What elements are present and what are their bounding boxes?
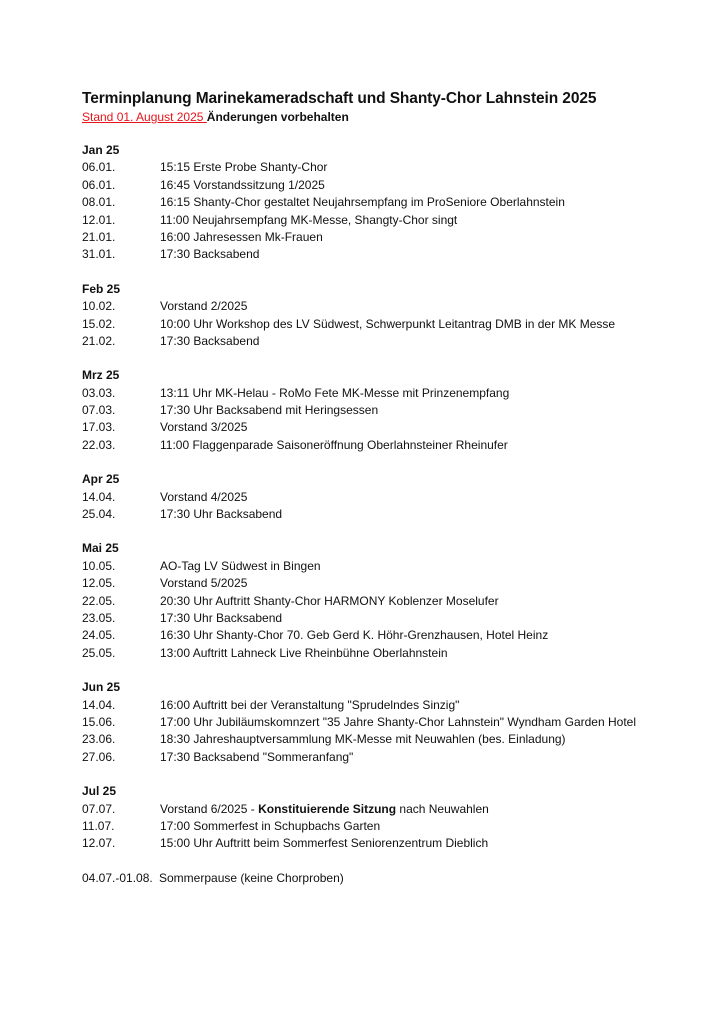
event-description: 16:30 Uhr Shanty-Chor 70. Geb Gerd K. Höhr-Grenzhausen, Hotel Heinz — [160, 628, 549, 643]
event-description: 17:30 Backsabend — [160, 333, 260, 348]
document-page — [82, 89, 682, 887]
event-row — [82, 194, 682, 211]
event-description: 13:00 Auftritt Lahneck Live Rheinbühne Oberlahnstein — [160, 645, 448, 660]
month-heading: Mai 25 — [82, 541, 119, 556]
event-row — [82, 835, 682, 852]
event-description-part: Vorstand 6/2025 - — [160, 801, 259, 816]
month-heading: Mrz 25 — [82, 368, 120, 383]
event-description — [160, 801, 682, 818]
event-description: 10:00 Uhr Workshop des LV Südwest, Schwerpunkt Leitantrag DMB in der MK Messe — [160, 316, 616, 331]
event-date: 25.04. — [82, 507, 116, 522]
event-row — [82, 159, 682, 176]
event-description: Vorstand 4/2025 — [160, 489, 248, 504]
event-date: 14.04. — [82, 489, 116, 504]
event-row — [82, 610, 682, 627]
event-date: 12.07. — [82, 836, 116, 851]
event-row — [82, 229, 682, 246]
event-row — [82, 593, 682, 610]
event-date: 10.05. — [82, 558, 116, 573]
event-row — [82, 419, 682, 436]
event-date: 12.05. — [82, 576, 116, 591]
event-date: 15.02. — [82, 316, 116, 331]
event-date: 21.02. — [82, 333, 116, 348]
event-description: 16:45 Vorstandssitzung 1/2025 — [160, 177, 325, 192]
event-row — [82, 333, 682, 350]
event-date: 31.01. — [82, 247, 116, 262]
event-row — [82, 177, 682, 194]
event-description: Vorstand 3/2025 — [160, 420, 248, 435]
event-row — [82, 575, 682, 592]
event-description: 17:30 Backsabend "Sommeranfang" — [160, 749, 354, 764]
event-description-part: nach Neuwahlen — [396, 801, 489, 816]
month-section — [82, 783, 682, 853]
month-heading: Feb 25 — [82, 281, 121, 296]
event-description-bold: Konstituierende Sitzung — [258, 801, 397, 816]
event-description: 20:30 Uhr Auftritt Shanty-Chor HARMONY Koblenzer Moselufer — [160, 593, 499, 608]
event-row — [82, 402, 682, 419]
event-row — [82, 506, 682, 523]
event-description: Vorstand 2/2025 — [160, 299, 248, 314]
event-description: 18:30 Jahreshauptversammlung MK-Messe mit Neuwahlen (bes. Einladung) — [160, 732, 566, 747]
event-date: 06.01. — [82, 177, 116, 192]
pause-date: 04.07.-01.08. — [82, 870, 153, 885]
event-description: 11:00 Neujahrsempfang MK-Messe, Shangty-Chor singt — [160, 212, 458, 227]
event-date: 23.05. — [82, 610, 116, 625]
event-description: Vorstand 5/2025 — [160, 576, 248, 591]
event-row — [82, 801, 682, 818]
event-date: 22.03. — [82, 437, 116, 452]
event-description: 17:30 Uhr Backsabend — [160, 507, 283, 522]
event-description: 11:00 Flaggenparade Saisoneröffnung Oberlahnsteiner Rheinufer — [160, 437, 508, 452]
event-description: 13:11 Uhr MK-Helau - RoMo Fete MK-Messe mit Prinzenempfang — [160, 385, 510, 400]
event-row — [82, 246, 682, 263]
event-date: 07.07. — [82, 801, 116, 816]
event-row — [82, 697, 682, 714]
month-heading: Apr 25 — [82, 472, 120, 487]
event-date: 06.01. — [82, 160, 116, 175]
event-description: 17:30 Backsabend — [160, 247, 260, 262]
event-description: 17:00 Uhr Jubiläumskomnzert "35 Jahre Shanty-Chor Lahnstein" Wyndham Garden Hotel — [160, 714, 636, 729]
pause-text: Sommerpause (keine Chorproben) — [159, 870, 344, 885]
event-description: 17:30 Uhr Backsabend — [160, 610, 283, 625]
event-row — [82, 645, 682, 662]
event-row — [82, 749, 682, 766]
event-description: 17:30 Uhr Backsabend mit Heringsessen — [160, 403, 379, 418]
event-date: 27.06. — [82, 749, 116, 764]
event-date: 07.03. — [82, 403, 116, 418]
event-date: 03.03. — [82, 385, 116, 400]
event-description: 16:00 Jahresessen Mk-Frauen — [160, 229, 323, 244]
event-date: 22.05. — [82, 593, 116, 608]
event-date: 24.05. — [82, 628, 116, 643]
document-title: Terminplanung Marinekameradschaft und Shanty-Chor Lahnstein 2025 — [82, 90, 597, 107]
event-date: 11.07. — [82, 818, 115, 833]
event-description: 17:00 Sommerfest in Schupbachs Garten — [160, 818, 381, 833]
month-section — [82, 471, 682, 523]
event-row — [82, 818, 682, 835]
schedule — [82, 142, 682, 853]
month-heading: Jan 25 — [82, 143, 120, 157]
event-row — [82, 316, 682, 333]
document-subtitle — [82, 109, 682, 125]
month-section — [82, 142, 682, 264]
event-description: AO-Tag LV Südwest in Bingen — [160, 558, 321, 573]
event-date: 17.03. — [82, 420, 116, 435]
event-row — [82, 489, 682, 506]
event-description: 16:00 Auftritt bei der Veranstaltung "Sprudelndes Sinzig" — [160, 697, 460, 712]
event-date: 23.06. — [82, 732, 116, 747]
changes-reserved-note: Änderungen vorbehalten — [206, 110, 349, 124]
event-row — [82, 212, 682, 229]
stand-date: Stand 01. August 2025 — [82, 110, 207, 124]
event-date: 10.02. — [82, 299, 116, 314]
event-row — [82, 714, 682, 731]
month-heading: Jun 25 — [82, 680, 121, 695]
month-section — [82, 281, 682, 351]
summer-pause-row — [82, 870, 682, 887]
event-date: 12.01. — [82, 212, 116, 227]
event-date: 15.06. — [82, 714, 116, 729]
month-section — [82, 679, 682, 766]
event-date: 08.01. — [82, 195, 116, 210]
event-description: 16:15 Shanty-Chor gestaltet Neujahrsempfang im ProSeniore Oberlahnstein — [160, 195, 565, 210]
event-row — [82, 558, 682, 575]
month-section — [82, 540, 682, 662]
event-description: 15:00 Uhr Auftritt beim Sommerfest Seniorenzentrum Dieblich — [160, 836, 489, 851]
event-row — [82, 627, 682, 644]
event-description: 15:15 Erste Probe Shanty-Chor — [160, 160, 328, 175]
event-date: 25.05. — [82, 645, 116, 660]
month-heading: Jul 25 — [82, 784, 117, 799]
event-row — [82, 298, 682, 315]
month-section — [82, 367, 682, 454]
event-date: 14.04. — [82, 697, 116, 712]
event-row — [82, 437, 682, 454]
event-row — [82, 385, 682, 402]
event-date: 21.01. — [82, 229, 116, 244]
event-row — [82, 731, 682, 748]
